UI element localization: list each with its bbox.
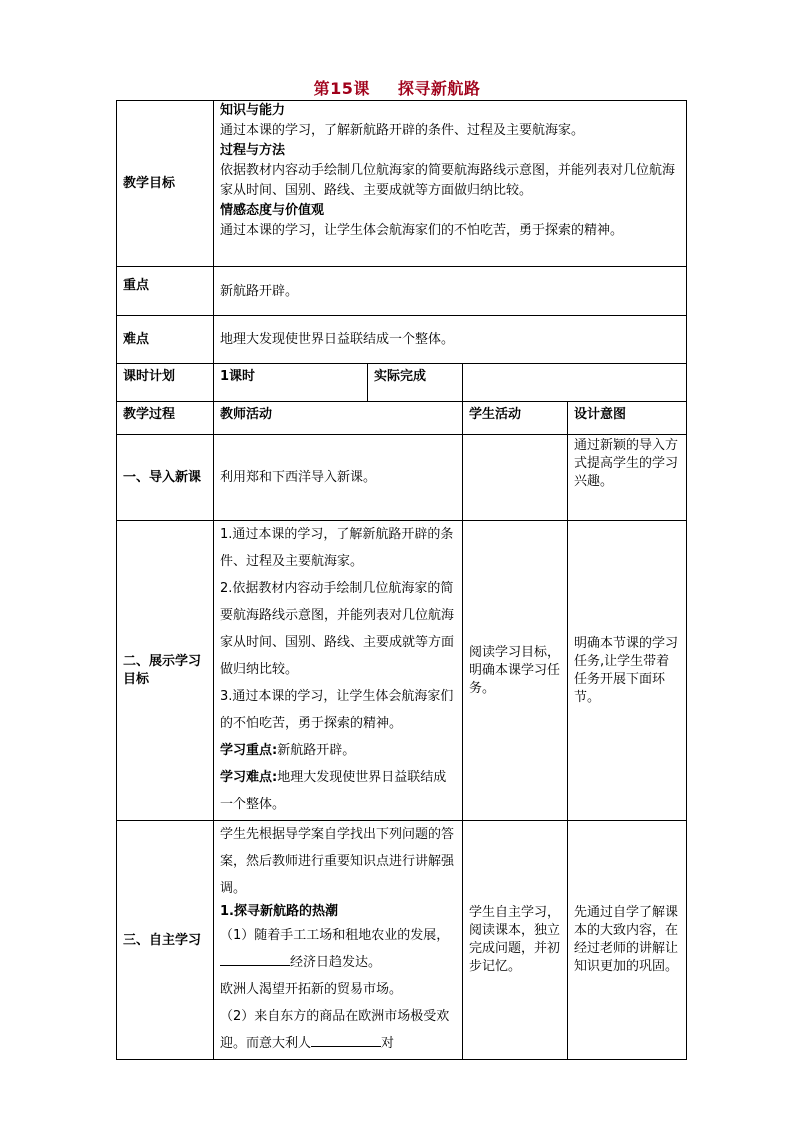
step-design-intent: 先通过自学了解课本的大致内容，在经过老师的讲解让知识更加的巩固。: [568, 821, 687, 1060]
self-study-subheading: 1.探寻新航路的热潮: [220, 904, 338, 919]
schedule-hours: 1课时: [214, 364, 368, 402]
process-header-intent: 设计意图: [568, 402, 687, 435]
step-teacher-activity: [214, 521, 463, 821]
step-teacher-activity: [214, 821, 463, 1060]
objective-heading: 情感态度与价值观: [220, 203, 325, 218]
actual-completion-label: 实际完成: [368, 364, 463, 402]
lesson-number: 第15课: [313, 79, 370, 98]
self-study-question: [220, 1003, 456, 1057]
self-study-question: [220, 922, 456, 976]
objective-heading: 知识与能力: [220, 103, 286, 118]
step-design-intent: 通过新颖的导入方式提高学生的学习兴趣。: [568, 435, 687, 521]
difficulty-row: [117, 316, 687, 364]
actual-completion-value: [463, 364, 687, 402]
key-point-text: 新航路开辟。: [214, 267, 687, 316]
difficulty-text: 地理大发现使世界日益联结成一个整体。: [214, 316, 687, 364]
step-student-activity: 学生自主学习，阅读课本，独立完成问题，并初步记忆。: [463, 821, 568, 1060]
schedule-label: 课时计划: [117, 364, 214, 402]
teacher-item: 1.通过本课的学习，了解新航路开辟的条件、过程及主要航海家。: [220, 527, 454, 569]
objective-text: 通过本课的学习，了解新航路开辟的条件、过程及主要航海家。: [220, 123, 585, 138]
question-text: 对: [381, 1036, 395, 1051]
teacher-item: 3.通过本课的学习，让学生体会航海家们的不怕吃苦，勇于探索的精神。: [220, 689, 454, 731]
schedule-row: [117, 364, 687, 402]
process-header-step: 教学过程: [117, 402, 214, 435]
objective-text: 通过本课的学习，让学生体会航海家们的不怕吃苦，勇于探索的精神。: [220, 223, 624, 238]
step-student-activity: 阅读学习目标，明确本课学习任务。: [463, 521, 568, 821]
learning-focus: [220, 737, 456, 764]
learning-difficulty: [220, 764, 456, 818]
learning-difficulty-label: 学习难点:: [220, 770, 278, 785]
question-text: （1）随着手工工场和租地农业的发展，: [220, 928, 450, 943]
step-student-activity: [463, 435, 568, 521]
learning-focus-text: 新航路开辟。: [277, 743, 356, 758]
question-text: 经济日趋发达。: [290, 955, 382, 970]
learning-focus-label: 学习重点:: [220, 743, 278, 758]
objectives-label: 教学目标: [117, 101, 214, 267]
objectives-row: [117, 101, 687, 267]
process-header-student: 学生活动: [463, 402, 568, 435]
step-teacher-activity: 利用郑和下西洋导入新课。: [214, 435, 463, 521]
lesson-topic: 探寻新航路: [397, 79, 481, 98]
key-point-label: 重点: [117, 267, 214, 316]
difficulty-label: 难点: [117, 316, 214, 364]
step-row: [117, 521, 687, 821]
self-study-note: 欧洲人渴望开拓新的贸易市场。: [220, 982, 403, 997]
step-name: 三、自主学习: [117, 821, 214, 1060]
page-title: [0, 76, 794, 99]
objectives-content: [214, 101, 687, 267]
fill-blank[interactable]: [311, 1032, 381, 1047]
teacher-item: 2.依据教材内容动手绘制几位航海家的简要航海路线示意图，并能列表对几位航海家从时间、国别、路线、主要成就等方面做归纳比较。: [220, 581, 455, 677]
objective-text: 依据教材内容动手绘制几位航海家的简要航海路线示意图，并能列表对几位航海家从时间、国别、路线、主要成就等方面做归纳比较。: [220, 163, 676, 198]
step-design-intent: 明确本节课的学习任务,让学生带着任务开展下面环节。: [568, 521, 687, 821]
self-study-intro: 学生先根据导学案自学找出下列问题的答案，然后教师进行重要知识点进行讲解强调。: [220, 827, 455, 896]
question-text: （2）来自东方的商品在欧洲市场极受欢迎。而意大利人: [220, 1009, 450, 1051]
process-header-row: [117, 402, 687, 435]
process-header-teacher: 教师活动: [214, 402, 463, 435]
objective-heading: 过程与方法: [220, 143, 286, 158]
step-name: 二、展示学习目标: [117, 521, 214, 821]
fill-blank[interactable]: [220, 951, 290, 966]
step-row: [117, 435, 687, 521]
learning-difficulty-text: 地理大发现使世界日益联结成一个整体。: [220, 770, 447, 812]
step-row: [117, 821, 687, 1060]
lesson-plan-table: [116, 100, 687, 1060]
step-name: 一、导入新课: [117, 435, 214, 521]
key-point-row: [117, 267, 687, 316]
